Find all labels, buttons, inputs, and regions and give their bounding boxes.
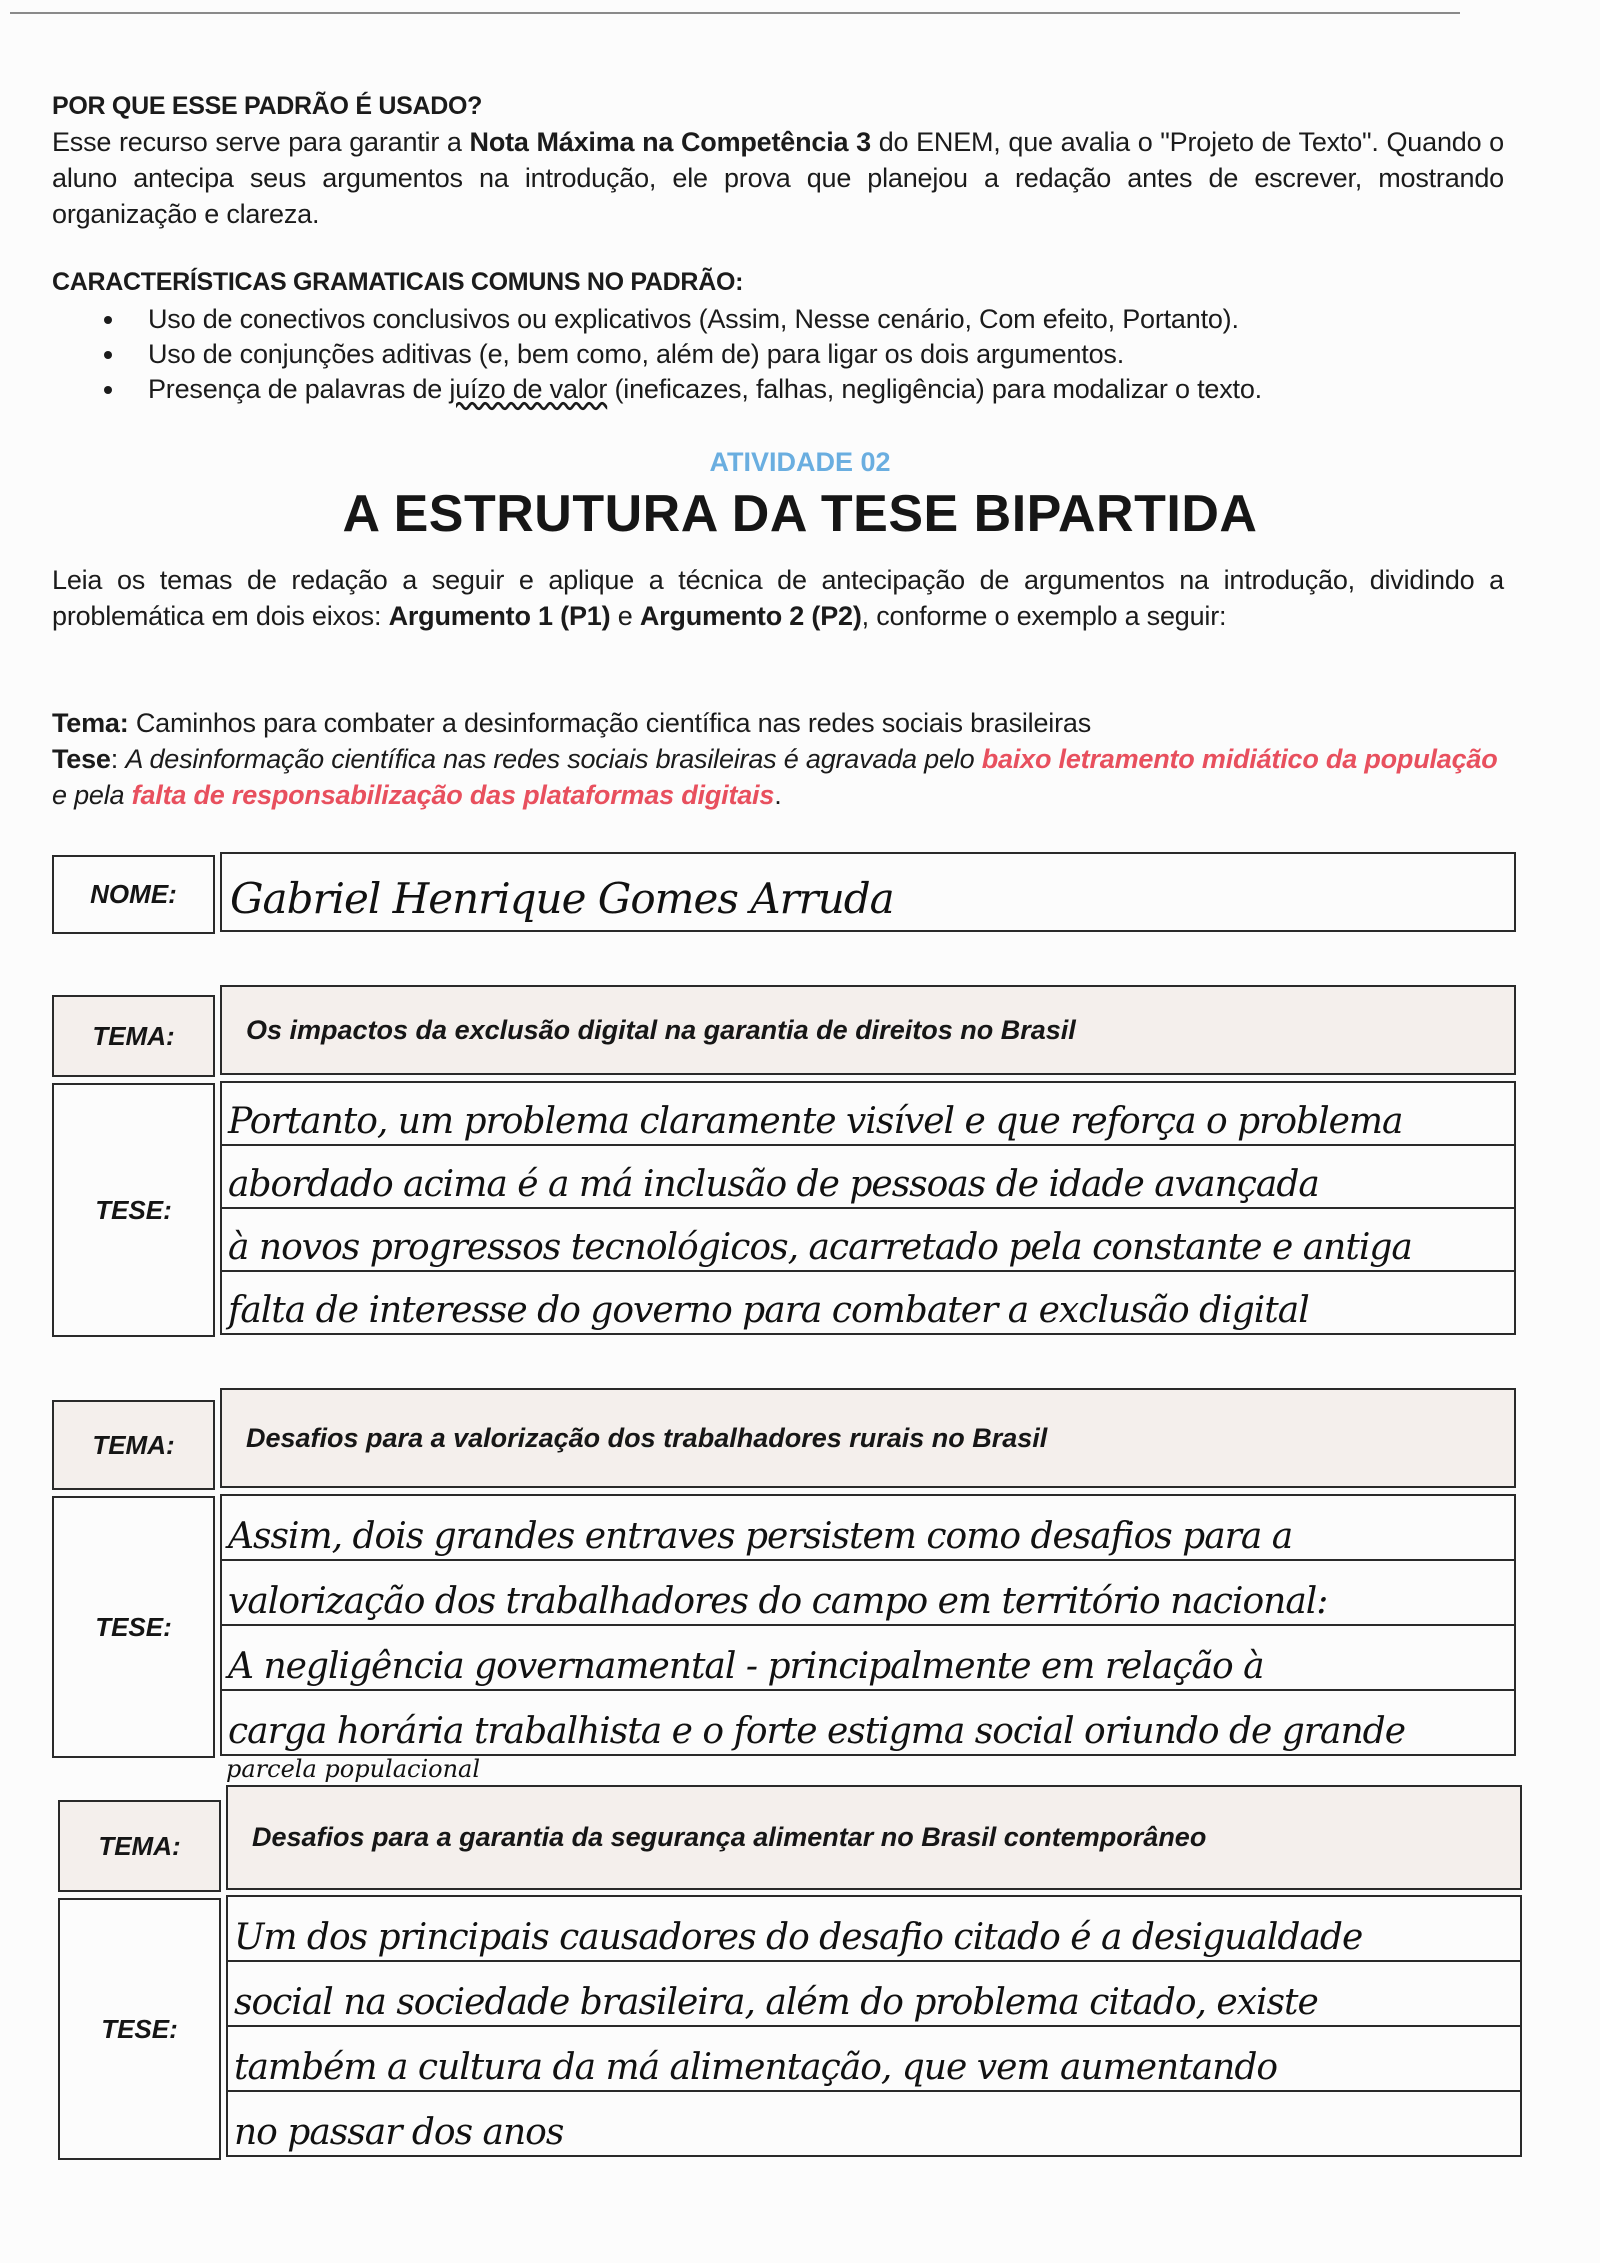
tese-line-text: falta de interesse do governo para combater a exclusão digital <box>228 1290 1309 1331</box>
feature-item <box>52 302 1552 337</box>
tese-label: TESE: <box>58 1898 221 2160</box>
why-heading: POR QUE ESSE PADRÃO É USADO? <box>52 92 483 120</box>
tese-line-text: abordado acima é a má inclusão de pessoas de idade avançada <box>228 1164 1319 1205</box>
tema-text: Desafios para a valorização dos trabalhadores rurais no Brasil <box>220 1388 1516 1488</box>
tema-label: TEMA: <box>58 1800 221 1892</box>
instr-text: Leia os temas de redação a seguir e aplique a técnica de antecipação de argumentos na introdução, dividindo a problemática em dois eixos: <box>52 565 1504 631</box>
tese-label: TESE: <box>52 1083 215 1337</box>
nome-label: NOME: <box>52 855 215 934</box>
instr-text: e <box>610 601 640 631</box>
top-rule <box>10 12 1460 14</box>
tese-line <box>222 1209 1514 1272</box>
example-tese-text: A desinformação científica nas redes sociais brasileiras é agravada pelo <box>125 744 982 774</box>
feature-text: Presença de palavras de <box>148 374 450 404</box>
why-text-end: do ENEM, que avalia o "Projeto de Texto". Quando o aluno antecipa seus argumentos na introdução, ele prova que planejou a redação antes de escrever, mostrando organização e clareza. <box>52 127 1504 229</box>
example-tese-colon: : <box>110 744 126 774</box>
tese-line <box>222 1083 1514 1146</box>
why-text-start: Esse recurso serve para garantir a <box>52 127 470 157</box>
tese-line-text: Assim, dois grandes entraves persistem como desafios para a <box>228 1516 1293 1557</box>
feature-text: Uso de conjunções aditivas (e, bem como, além de) para ligar os dois argumentos. <box>148 339 1124 369</box>
tema-label: TEMA: <box>52 1400 215 1490</box>
example-tema-label: Tema: <box>52 708 129 738</box>
tese-line-text: A negligência governamental - principalmente em relação à <box>228 1646 1264 1687</box>
bullet-icon <box>104 386 112 394</box>
tese-overflow-text: parcela populacional <box>226 1755 481 1783</box>
tese-line <box>228 1962 1520 2027</box>
features-heading: CARACTERÍSTICAS GRAMATICAIS COMUNS NO PADRÃO: <box>52 268 744 296</box>
example-tese-highlight-2: falta de responsabilização das plataformas digitais <box>131 780 775 810</box>
tese-line-text: social na sociedade brasileira, além do problema citado, existe <box>234 1982 1318 2023</box>
tese-line-text: Portanto, um problema claramente visível e que reforça o problema <box>228 1101 1403 1142</box>
underlined-phrase: juízo de valor <box>449 374 608 404</box>
example-tese-highlight-1: baixo letramento midiático da população <box>981 744 1498 774</box>
bullet-icon <box>104 351 112 359</box>
tema-label: TEMA: <box>52 995 215 1077</box>
tese-line-text: também a cultura da má alimentação, que vem aumentando <box>234 2047 1278 2088</box>
example-tese <box>52 741 1512 813</box>
nome-value: Gabriel Henrique Gomes Arruda <box>230 874 894 923</box>
tese-line <box>228 2027 1520 2092</box>
tese-line-text: no passar dos anos <box>234 2112 564 2153</box>
features-list <box>52 302 1552 407</box>
instr-arg1: Argumento 1 (P1) <box>388 601 611 631</box>
activity-instructions <box>52 562 1504 634</box>
tese-line-text: à novos progressos tecnológicos, acarretado pela constante e antiga <box>228 1227 1412 1268</box>
instr-text: , conforme o exemplo a seguir: <box>861 601 1227 631</box>
feature-text: Uso de conectivos conclusivos ou explicativos (Assim, Nesse cenário, Com efeito, Portanto). <box>148 304 1239 334</box>
tese-line-text: carga horária trabalhista e o forte estigma social oriundo de grande <box>228 1711 1406 1752</box>
example-tema <box>52 705 1512 741</box>
tese-line <box>222 1496 1514 1561</box>
why-paragraph <box>52 124 1504 232</box>
feature-item <box>52 372 1552 407</box>
tese-field[interactable] <box>220 1494 1516 1756</box>
tese-line <box>222 1561 1514 1626</box>
nome-field[interactable] <box>220 852 1516 932</box>
feature-item <box>52 337 1552 372</box>
tese-line <box>228 1897 1520 1962</box>
instr-arg2: Argumento 2 (P2) <box>639 601 862 631</box>
tese-label: TESE: <box>52 1496 215 1758</box>
tese-line <box>222 1691 1514 1756</box>
tese-line <box>222 1626 1514 1691</box>
tema-text: Os impactos da exclusão digital na garantia de direitos no Brasil <box>220 985 1516 1075</box>
feature-text: (ineficazes, falhas, negligência) para modalizar o texto. <box>607 374 1262 404</box>
example-tema-text: Caminhos para combater a desinformação científica nas redes sociais brasileiras <box>128 708 1091 738</box>
tese-field[interactable] <box>220 1081 1516 1335</box>
tese-line-text: Um dos principais causadores do desafio citado é a desigualdade <box>234 1917 1363 1958</box>
activity-label: ATIVIDADE 02 <box>709 447 891 477</box>
tese-line-text: valorização dos trabalhadores do campo em território nacional: <box>228 1581 1328 1622</box>
activity-title: A ESTRUTURA DA TESE BIPARTIDA <box>342 485 1258 543</box>
tema-text: Desafios para a garantia da segurança alimentar no Brasil contemporâneo <box>226 1785 1522 1890</box>
example-tese-label: Tese <box>52 744 111 774</box>
tese-line <box>228 2092 1520 2157</box>
why-text-bold: Nota Máxima na Competência 3 <box>469 127 871 157</box>
bullet-icon <box>104 316 112 324</box>
tese-field[interactable] <box>226 1895 1522 2157</box>
tese-line <box>222 1272 1514 1335</box>
example-tese-text: e pela <box>52 780 132 810</box>
tese-line <box>222 1146 1514 1209</box>
example-tese-end: . <box>774 780 782 810</box>
